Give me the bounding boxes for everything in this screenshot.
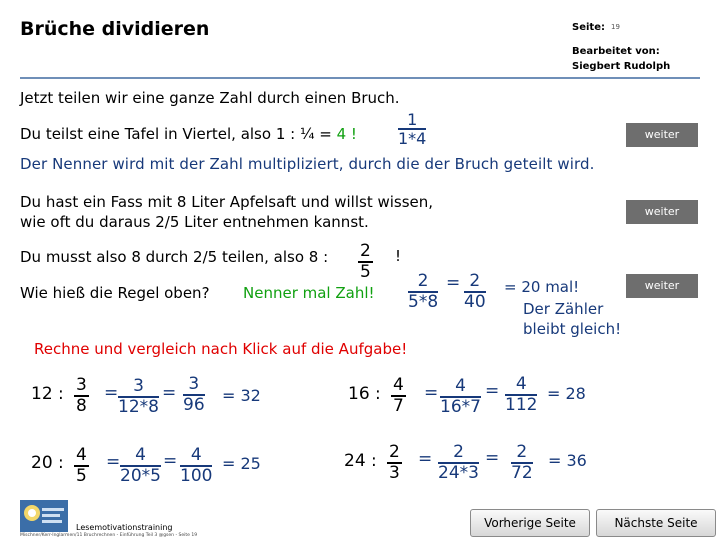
calc-equals: = (446, 273, 461, 293)
exercise-2-fraction (391, 376, 406, 416)
exercise-heading: Rechne und vergleich nach Klick auf die Aufgabe! (34, 340, 408, 358)
exercise-2-eq-2: = (485, 381, 500, 401)
exercise-3-step-numerator: 4 (120, 446, 161, 467)
rule-answer: Nenner mal Zahl! (243, 284, 375, 302)
page-label: Seite: (572, 22, 605, 33)
exercise-4-fraction (387, 443, 402, 483)
publisher-logo (20, 500, 68, 532)
exercise-2-result-numerator: 4 (505, 375, 537, 396)
footer-fine-print: Mischner/Kerr-Inglarmen/11 Bruchrechnen - Einführung Teil 3 @gsen - Seite 19 (20, 533, 198, 538)
exercise-4-step-denominator: 24*3 (438, 463, 479, 483)
exercise-2-eq-1: = (424, 383, 439, 403)
header-divider (20, 77, 700, 79)
exercise-3-answer: = 25 (222, 454, 261, 473)
exercise-1-eq-1: = (104, 383, 119, 403)
intro-line-2 (20, 125, 357, 143)
exercise-2-whole: 16 : (348, 384, 381, 404)
exercise-4-result-fraction (511, 443, 533, 483)
page-title: Brüche dividieren (20, 18, 210, 40)
exercise-2-result-denominator: 112 (505, 395, 538, 415)
rule-question: Wie hieß die Regel oben? (20, 284, 210, 302)
next-page-button[interactable]: Nächste Seite (596, 509, 716, 537)
calc-fraction-1-denominator: 5*8 (408, 292, 439, 312)
edited-by-label: Bearbeitet von: (572, 46, 660, 57)
exercise-3-eq-1: = (106, 452, 121, 472)
weiter-button-1[interactable]: weiter (626, 123, 698, 147)
exercise-4-step (438, 443, 479, 483)
previous-page-button[interactable]: Vorherige Seite (470, 509, 590, 537)
exercise-4-answer: = 36 (548, 451, 587, 470)
exercise-1-answer: = 32 (222, 386, 261, 405)
intro-fraction (398, 111, 426, 147)
exercise-1-result-numerator: 3 (183, 375, 205, 396)
exercise-1-numerator: 3 (76, 375, 87, 395)
exercise-4-result-numerator: 2 (511, 443, 533, 464)
intro-line-2-result: 4 ! (336, 125, 357, 143)
exercise-1-result-fraction (183, 375, 205, 415)
exercise-4-step-numerator: 2 (438, 443, 479, 464)
example-line-2: wie oft du daraus 2/5 Liter entnehmen kannst. (20, 213, 369, 231)
exercise-4-eq-2: = (485, 448, 500, 468)
exercise-2-result-fraction (505, 375, 537, 415)
weiter-button-3[interactable]: weiter (626, 274, 698, 298)
exercise-2-step (440, 377, 481, 417)
calc-fraction-1 (408, 272, 438, 312)
exercise-4-numerator: 2 (389, 442, 400, 462)
calc-fraction-2-numerator: 2 (464, 272, 486, 293)
example-fraction-numerator: 2 (360, 241, 371, 261)
exercise-1-step-numerator: 3 (118, 377, 159, 398)
exercise-3-step-denominator: 20*5 (120, 466, 161, 486)
exercise-3-result-fraction (180, 446, 212, 486)
result-line-3: bleibt gleich! (523, 320, 622, 338)
exercise-1-denominator: 8 (76, 396, 87, 416)
intro-line-1: Jetzt teilen wir eine ganze Zahl durch einen Bruch. (20, 89, 400, 107)
exercise-4-whole: 24 : (344, 451, 377, 471)
intro-line-2-text: Du teilst eine Tafel in Viertel, also 1 : ¼ = (20, 125, 337, 143)
edited-by-name: Siegbert Rudolph (572, 61, 671, 72)
exercise-3-step (120, 446, 161, 486)
intro-fraction-numerator: 1 (398, 111, 426, 130)
exercise-2-step-numerator: 4 (440, 377, 481, 398)
logo-graphic (20, 500, 68, 532)
exercise-1-fraction (74, 376, 89, 416)
exercise-2-denominator: 7 (393, 396, 404, 416)
example-exclamation: ! (395, 247, 402, 265)
exercise-4-result-denominator: 72 (511, 463, 533, 483)
exercise-3-denominator: 5 (76, 466, 87, 486)
footer-training: Lesemotivationstraining (76, 523, 173, 532)
example-line-3: Du musst also 8 durch 2/5 teilen, also 8 : (20, 248, 329, 266)
intro-fraction-denominator: 1*4 (398, 129, 427, 148)
exercise-3-numerator: 4 (76, 445, 87, 465)
calc-fraction-1-numerator: 2 (408, 272, 438, 293)
exercise-3-eq-2: = (163, 451, 178, 471)
calc-fraction-2-denominator: 40 (464, 292, 486, 312)
exercise-1-result-denominator: 96 (183, 395, 205, 415)
exercise-2-step-denominator: 16*7 (440, 397, 481, 417)
exercise-3-result-denominator: 100 (180, 466, 213, 486)
example-fraction (358, 242, 373, 282)
exercise-4-eq-1: = (418, 449, 433, 469)
exercise-2-answer: = 28 (547, 384, 586, 403)
exercise-3-whole: 20 : (31, 453, 64, 473)
example-line-1: Du hast ein Fass mit 8 Liter Apfelsaft und willst wissen, (20, 193, 434, 211)
exercise-3-fraction (74, 446, 89, 486)
result-line-1: = 20 mal! (504, 278, 580, 296)
exercise-1-step (118, 377, 159, 417)
page-number: 19 (611, 23, 620, 31)
weiter-button-2[interactable]: weiter (626, 200, 698, 224)
exercise-4-denominator: 3 (389, 463, 400, 483)
exercise-1-eq-2: = (162, 383, 177, 403)
exercise-2-numerator: 4 (393, 375, 404, 395)
exercise-1-step-denominator: 12*8 (118, 397, 159, 417)
calc-fraction-2 (464, 272, 486, 312)
rule-text: Der Nenner wird mit der Zahl multipliziert, durch die der Bruch geteilt wird. (20, 155, 595, 173)
exercise-1-whole: 12 : (31, 384, 64, 404)
result-line-2: Der Zähler (523, 300, 604, 318)
example-fraction-denominator: 5 (360, 262, 371, 282)
exercise-3-result-numerator: 4 (180, 446, 212, 467)
